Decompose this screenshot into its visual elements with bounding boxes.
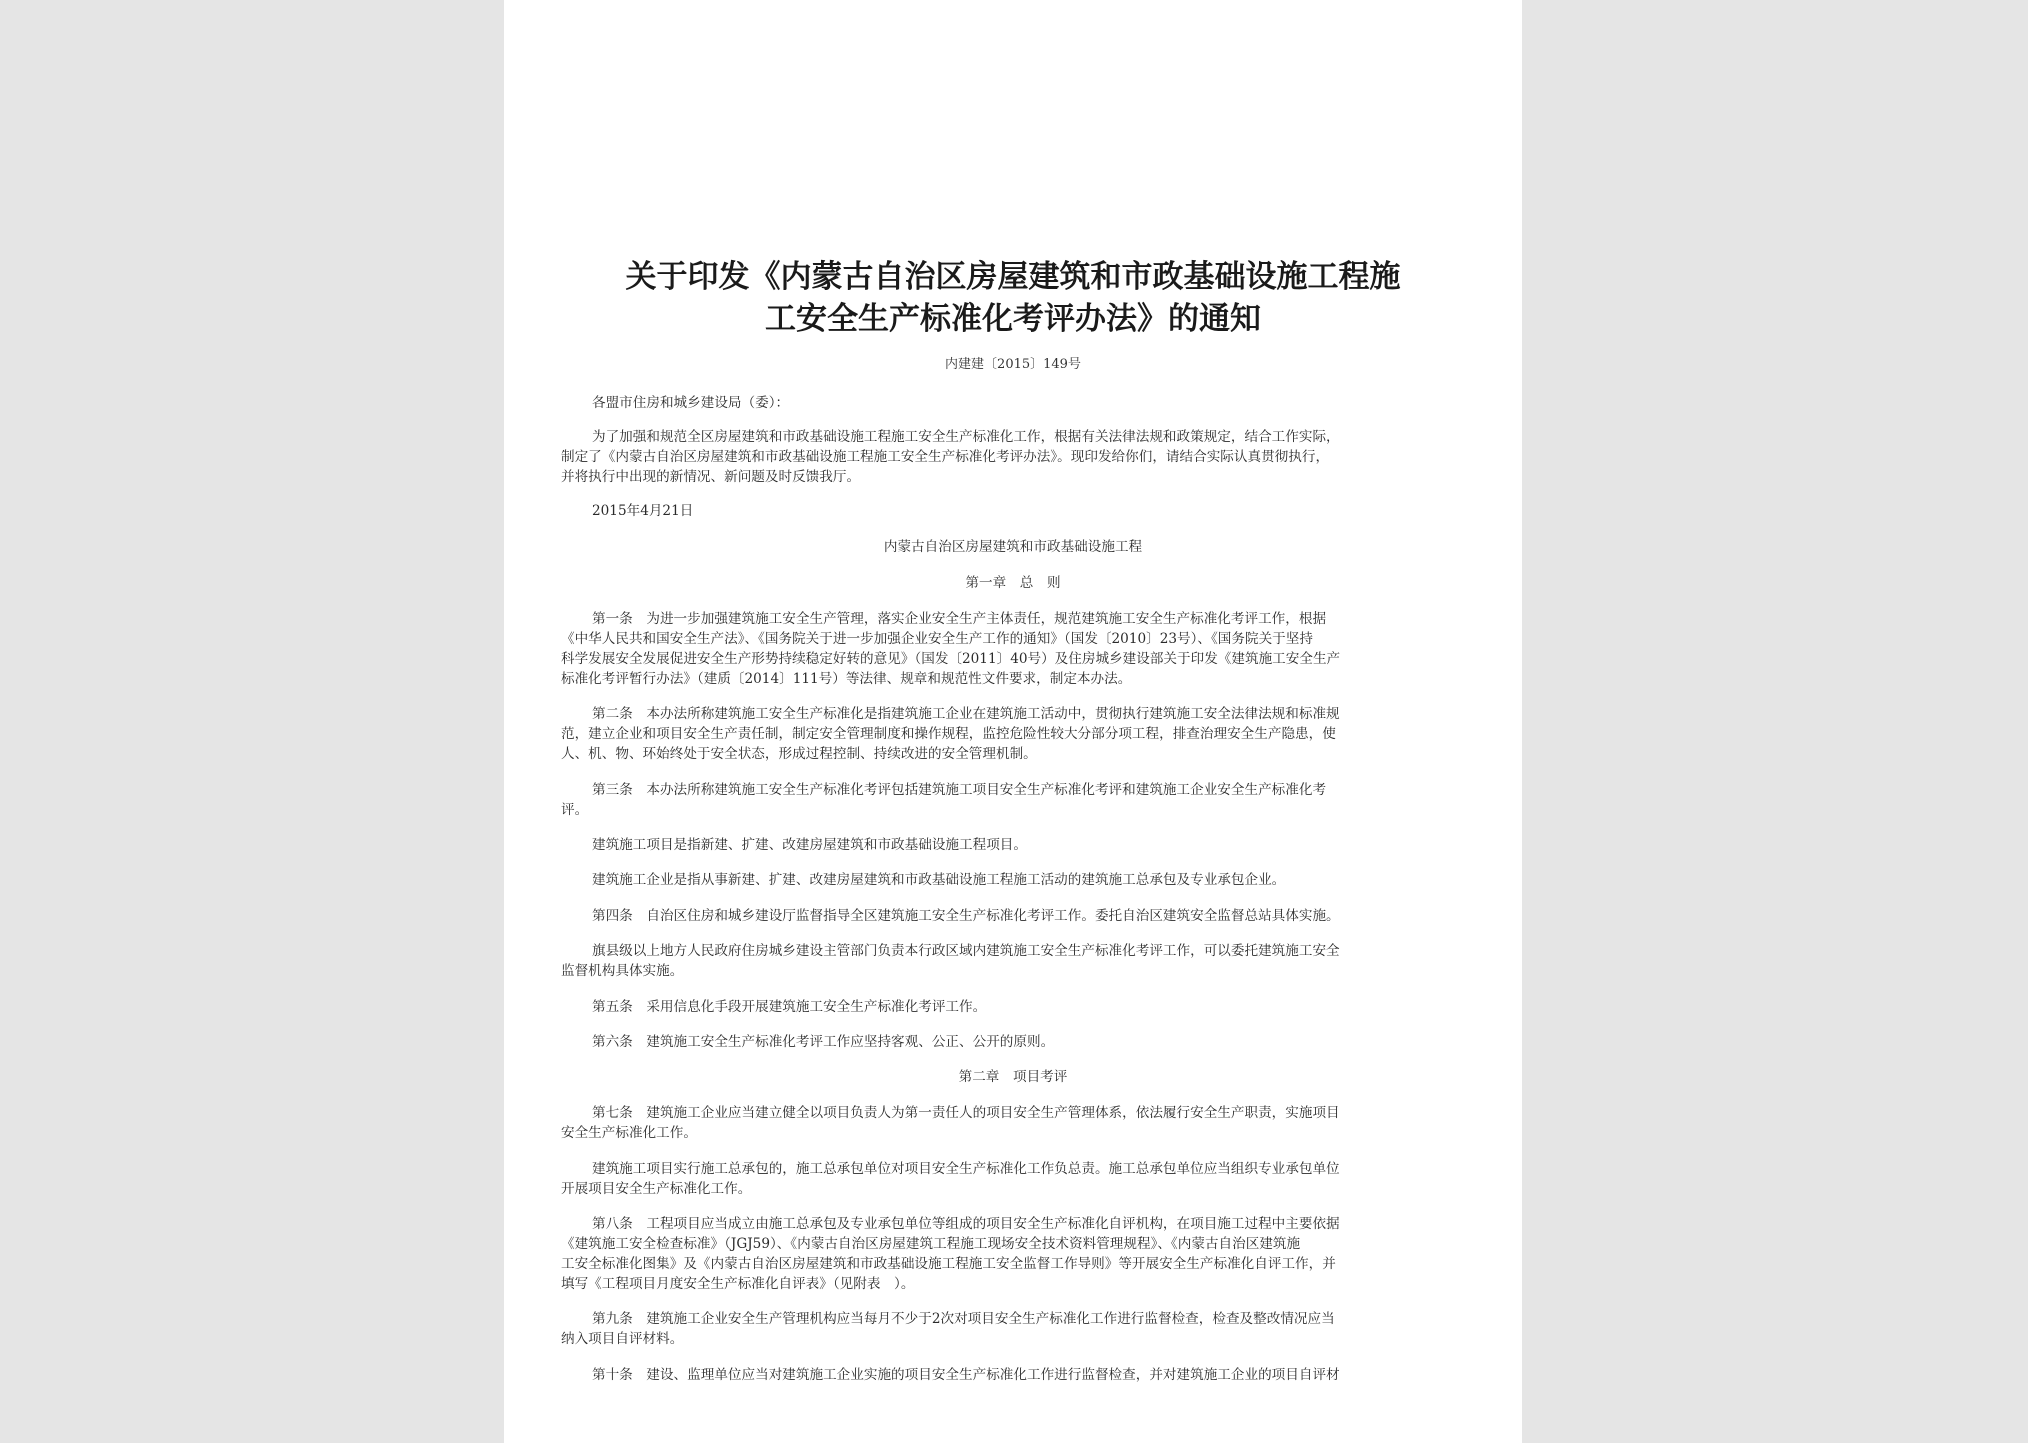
article-2-line: 第二条 本办法所称建筑施工安全生产标准化是指建筑施工企业在建筑施工活动中，贯彻执行建筑施工安全法律法规和标准规 — [592, 706, 1340, 722]
article-9-line: 纳入项目自评材料。 — [561, 1331, 684, 1347]
article-10: 第十条 建设、监理单位应当对建筑施工企业实施的项目安全生产标准化工作进行监督检查，并对建筑施工企业的项目自评材 — [592, 1367, 1340, 1383]
article-1-line: 《中华人民共和国安全生产法》、《国务院关于进一步加强企业安全生产工作的通知》（国发〔2010〕23号）、《国务院关于坚持 — [561, 631, 1313, 647]
intro-line: 为了加强和规范全区房屋建筑和市政基础设施工程施工安全生产标准化工作，根据有关法律法规和政策规定，结合工作实际， — [592, 429, 1340, 445]
chapter-heading: 第一章 总 则 — [965, 575, 1061, 591]
intro-line: 制定了《内蒙古自治区房屋建筑和市政基础设施工程施工安全生产标准化考评办法》。现印发给你们，请结合实际认真贯彻执行， — [561, 449, 1330, 465]
article-4-line: 旗县级以上地方人民政府住房城乡建设主管部门负责本行政区域内建筑施工安全生产标准化考评工作，可以委托建筑施工安全 — [592, 943, 1340, 959]
article-3-paragraph: 建筑施工企业是指从事新建、扩建、改建房屋建筑和市政基础设施工程施工活动的建筑施工总承包及专业承包企业。 — [592, 872, 1286, 888]
article-7-line: 开展项目安全生产标准化工作。 — [561, 1181, 752, 1197]
issue-date: 2015年4月21日 — [592, 503, 694, 519]
article-3-paragraph: 建筑施工项目是指新建、扩建、改建房屋建筑和市政基础设施工程项目。 — [592, 837, 1027, 853]
regulation-subtitle: 内蒙古自治区房屋建筑和市政基础设施工程 — [883, 539, 1143, 555]
article-8-line: 第八条 工程项目应当成立由施工总承包及专业承包单位等组成的项目安全生产标准化自评机构，在项目施工过程中主要依据 — [592, 1216, 1340, 1232]
recipient: 各盟市住房和城乡建设局（委）： — [592, 395, 790, 411]
document-title — [544, 256, 1482, 340]
intro-line: 并将执行中出现的新情况、新问题及时反馈我厅。 — [561, 469, 861, 485]
article-1-line: 第一条 为进一步加强建筑施工安全生产管理，落实企业安全生产主体责任，规范建筑施工安全生产标准化考评工作，根据 — [592, 611, 1327, 627]
article-4-line: 监督机构具体实施。 — [561, 963, 684, 979]
article-8-line: 《建筑施工安全检查标准》（JGJ59）、《内蒙古自治区房屋建筑工程施工现场安全技术资料管理规程》、《内蒙古自治区建筑施 — [561, 1236, 1301, 1252]
article-2-line: 范，建立企业和项目安全生产责任制，制定安全管理制度和操作规程，监控危险性较大分部分项工程，排查治理安全生产隐患，使 — [561, 726, 1336, 742]
chapter-heading: 第二章 项目考评 — [958, 1069, 1068, 1085]
article-1-line: 标准化考评暂行办法》（建质〔2014〕111号）等法律、规章和规范性文件要求，制定本办法。 — [561, 671, 1132, 687]
article-7-line: 第七条 建筑施工企业应当建立健全以项目负责人为第一责任人的项目安全生产管理体系，依法履行安全生产职责，实施项目 — [592, 1105, 1340, 1121]
article-7-line: 建筑施工项目实行施工总承包的，施工总承包单位对项目安全生产标准化工作负总责。施工总承包单位应当组织专业承包单位 — [592, 1161, 1340, 1177]
article-9-line: 第九条 建筑施工企业安全生产管理机构应当每月不少于2次对项目安全生产标准化工作进行监督检查，检查及整改情况应当 — [592, 1311, 1335, 1327]
article-4: 第四条 自治区住房和城乡建设厅监督指导全区建筑施工安全生产标准化考评工作。委托自治区建筑安全监督总站具体实施。 — [592, 908, 1340, 924]
document-page — [504, 0, 1522, 1443]
article-3-line: 评。 — [561, 802, 589, 818]
article-6: 第六条 建筑施工安全生产标准化考评工作应坚持客观、公正、公开的原则。 — [592, 1034, 1055, 1050]
document-number: 内建建〔2015〕149号 — [945, 357, 1081, 372]
article-7-line: 安全生产标准化工作。 — [561, 1125, 697, 1141]
article-3-line: 第三条 本办法所称建筑施工安全生产标准化考评包括建筑施工项目安全生产标准化考评和建筑施工企业安全生产标准化考 — [592, 782, 1327, 798]
article-8-line: 填写《工程项目月度安全生产标准化自评表》（见附表 ）。 — [561, 1276, 915, 1292]
article-8-line: 工安全标准化图集》及《内蒙古自治区房屋建筑和市政基础设施工程施工安全监督工作导则》等开展安全生产标准化自评工作，并 — [561, 1256, 1336, 1272]
article-2-line: 人、机、物、环始终处于安全状态，形成过程控制、持续改进的安全管理机制。 — [561, 746, 1037, 762]
article-1-line: 科学发展安全发展促进安全生产形势持续稳定好转的意见》（国发〔2011〕40号）及住房城乡建设部关于印发《建筑施工安全生产 — [561, 651, 1341, 667]
title-line: 关于印发《内蒙古自治区房屋建筑和市政基础设施工程施 — [625, 259, 1401, 295]
title-line: 工安全生产标准化考评办法》的通知 — [765, 301, 1261, 337]
article-5: 第五条 采用信息化手段开展建筑施工安全生产标准化考评工作。 — [592, 999, 987, 1015]
